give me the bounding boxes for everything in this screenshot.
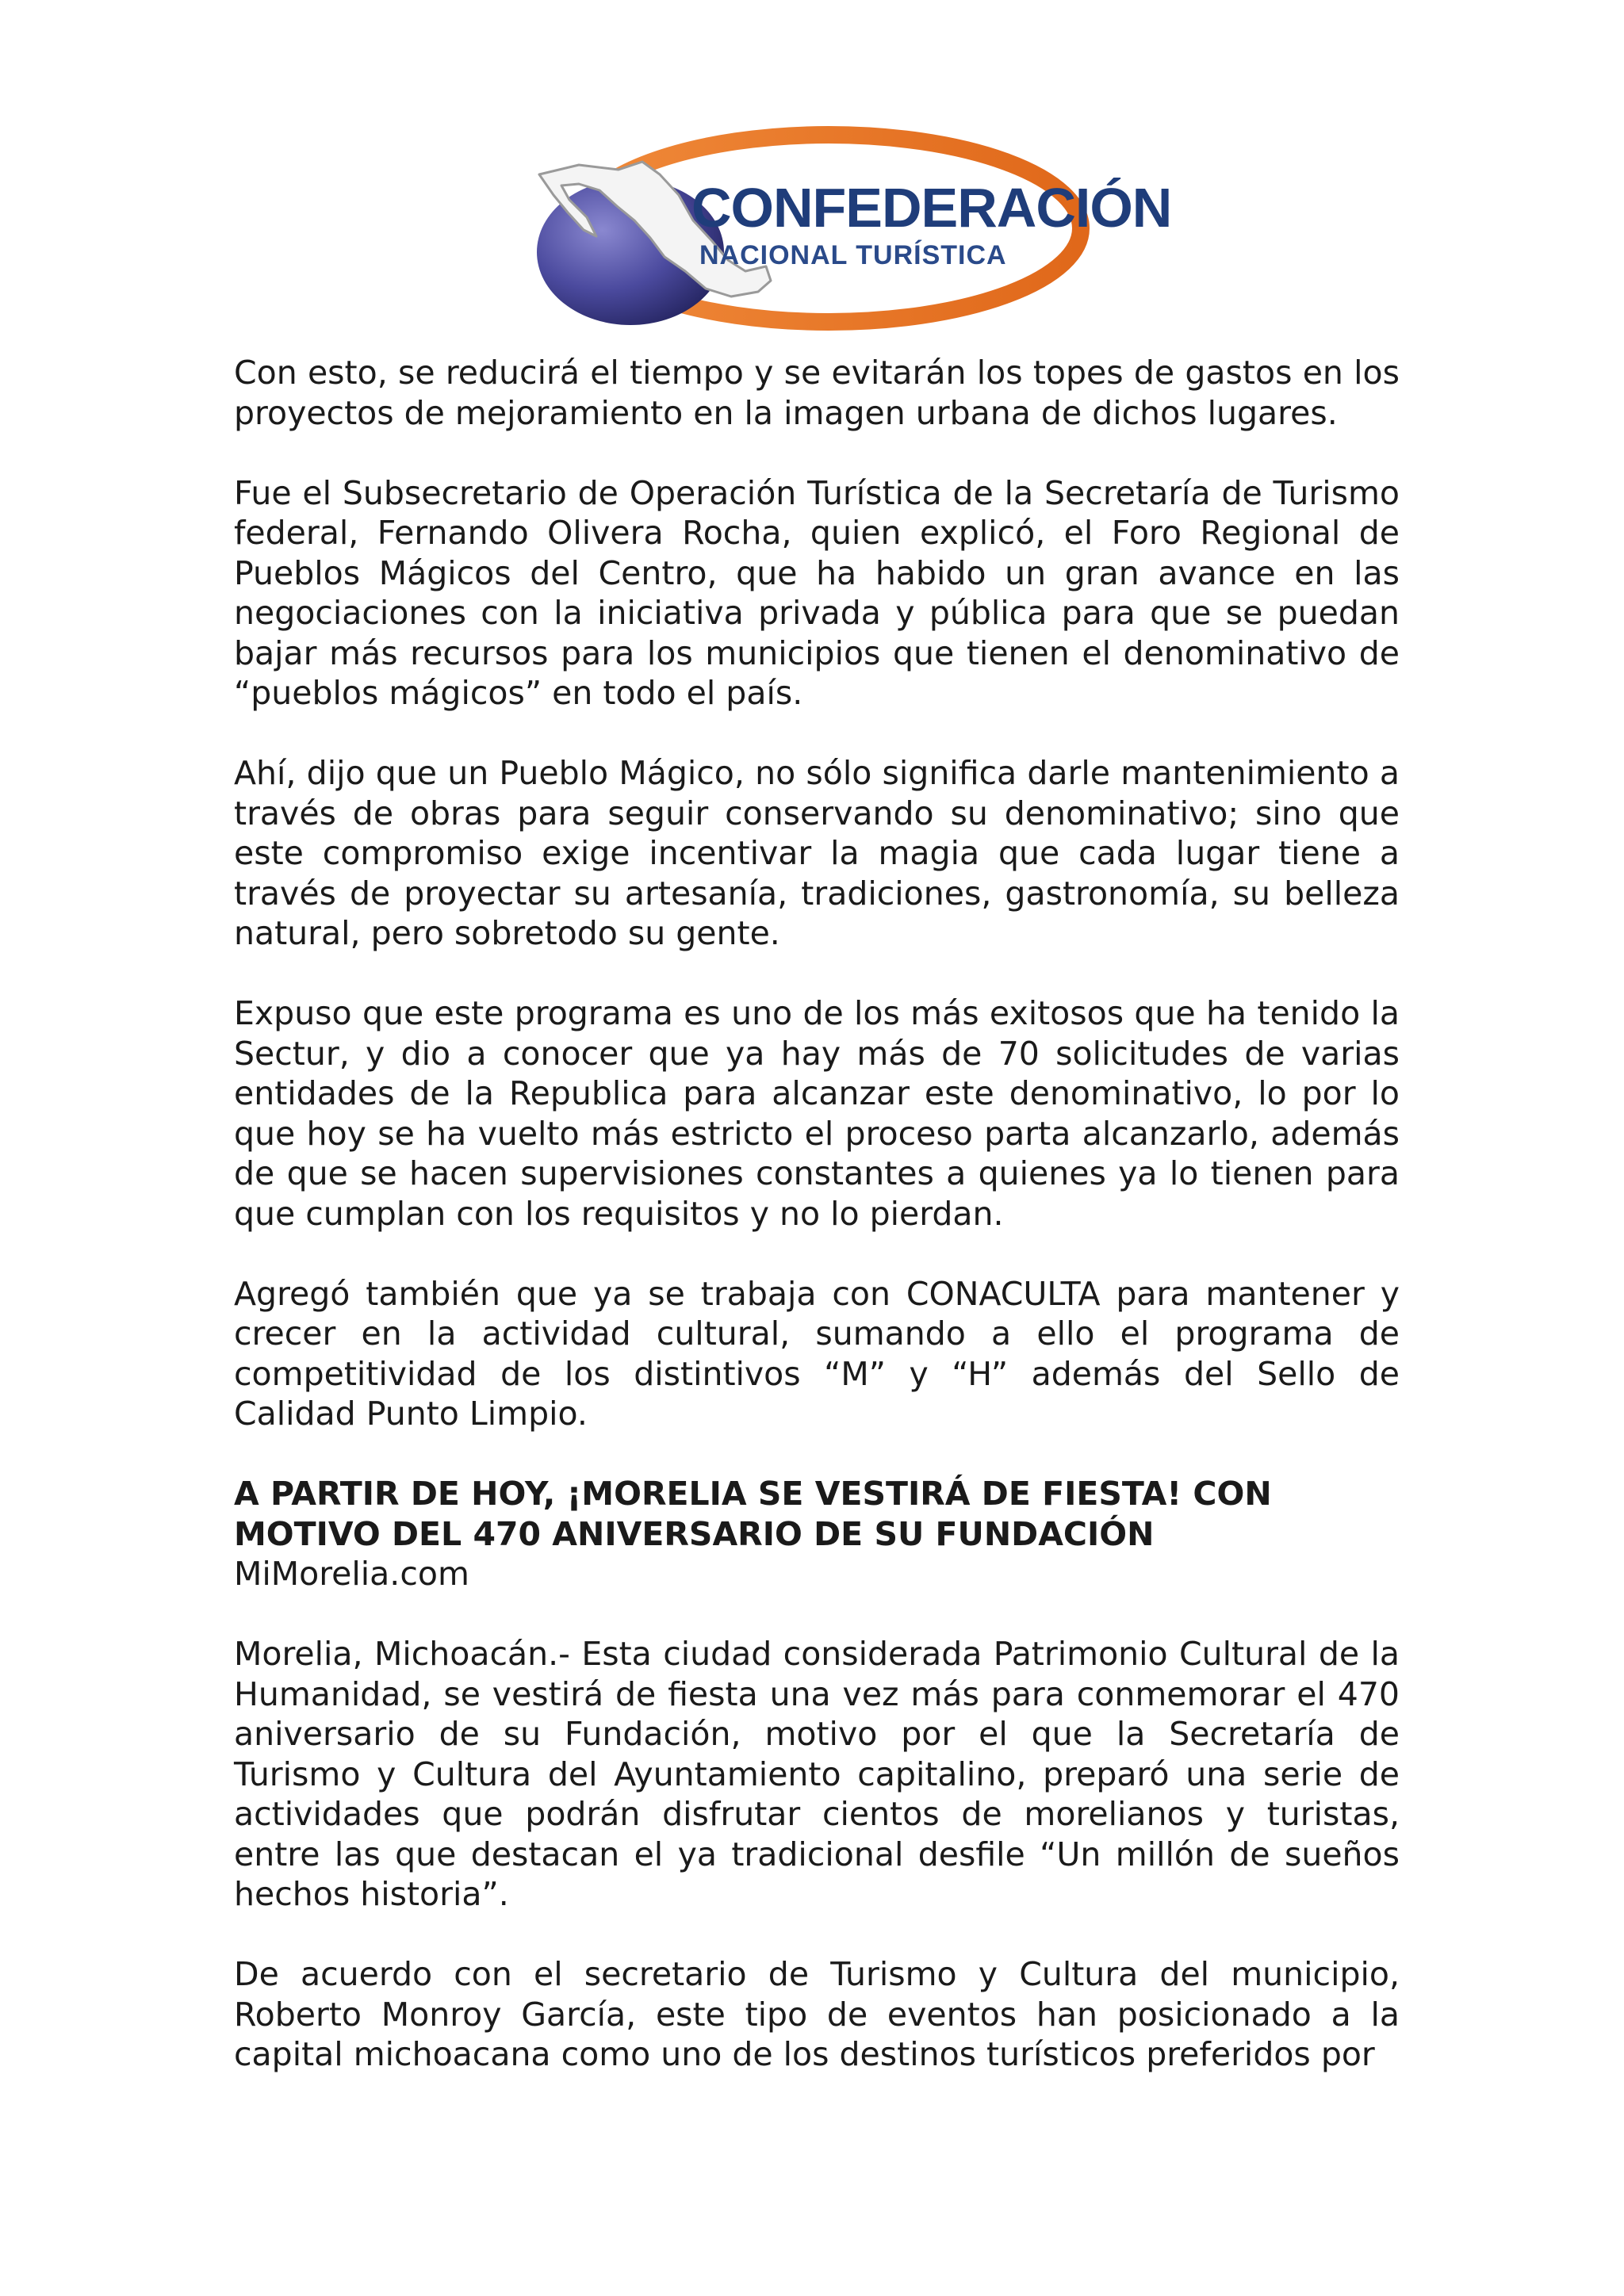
article-headline: A PARTIR DE HOY, ¡MORELIA SE VESTIRÁ DE FIESTA! CON MOTIVO DEL 470 ANIVERSARIO DE SU FUNDACIÓN [234, 1475, 1272, 1553]
paragraph: Ahí, dijo que un Pueblo Mágico, no sólo significa darle mantenimiento a través de obras para seguir conservando su denominativo; sino que este compromiso exige incentivar la magia que cada lugar tiene a través de proyectar su artesanía, tradiciones, gastronomía, su belleza natural, pero sobretodo su gente. [234, 754, 1400, 952]
paragraph: Con esto, se reducirá el tiempo y se evitarán los topes de gastos en los proyectos de mejoramiento en la imagen urbana de dichos lugares. [234, 354, 1400, 432]
paragraph: Expuso que este programa es uno de los más exitosos que ha tenido la Sectur, y dio a conocer que ya hay más de 70 solicitudes de varias entidades de la Republica para alcanzar este denominativo, lo por lo que hoy se ha vuelto más estricto el proceso parta alcanzarlo, además de que se hacen supervisiones constantes a quienes ya lo tienen para que cumplan con los requisitos y no lo pierdan. [234, 994, 1400, 1233]
article-source: MiMorelia.com [234, 1555, 469, 1593]
logo-graphic [523, 101, 1172, 355]
document-body [234, 353, 1400, 2114]
paragraph: Fue el Subsecretario de Operación Turística de la Secretaría de Turismo federal, Fernando Olivera Rocha, quien explicó, el Foro Regional de Pueblos Mágicos del Centro, que ha habido un gran avance en las negociaciones con la iniciativa privada y pública para que se puedan bajar más recursos para los municipios que tienen el denominativo de “pueblos mágicos” en todo el país. [234, 473, 1400, 712]
article-paragraph: De acuerdo con el secretario de Turismo y Cultura del municipio, Roberto Monroy García, este tipo de eventos han posicionado a la capital michoacana como uno de los destinos turísticos preferidos por [234, 1955, 1400, 2073]
logo-subtitle: NACIONAL TURÍSTICA [699, 240, 1007, 270]
article-paragraph: Morelia, Michoacán.- Esta ciudad considerada Patrimonio Cultural de la Humanidad, se vestirá de fiesta una vez más para conmemorar el 470 aniversario de su Fundación, motivo por el que la Secretaría de Turismo y Cultura del Ayuntamiento capitalino, preparó una serie de actividades que podrán disfrutar cientos de morelianos y turistas, entre las que destacan el ya tradicional desfile “Un millón de sueños hechos historia”. [234, 1635, 1400, 1913]
logo-title: CONFEDERACIÓN [691, 177, 1172, 239]
paragraph: Agregó también que ya se trabaja con CONACULTA para mantener y crecer en la actividad cultural, sumando a ello el programa de competitividad de los distintivos “M” y “H” además del Sello de Calidad Punto Limpio. [234, 1274, 1400, 1433]
confederacion-logo [523, 101, 1172, 355]
